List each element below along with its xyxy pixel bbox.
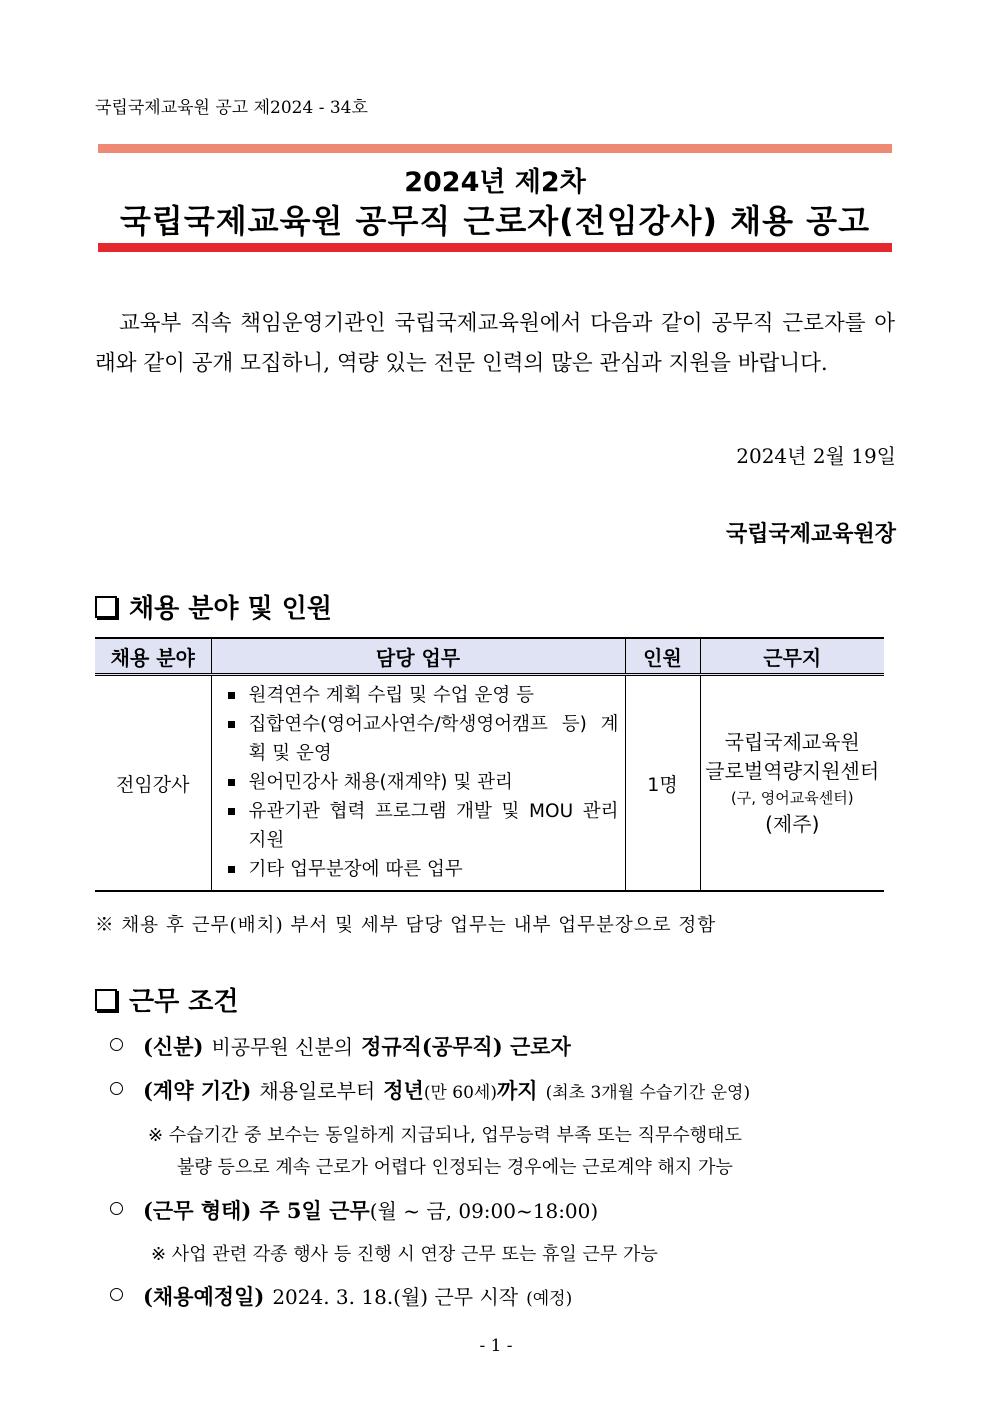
circle-bullet-icon bbox=[110, 1038, 123, 1051]
cell-location bbox=[700, 675, 884, 892]
header-field: 채용 분야 bbox=[95, 638, 211, 675]
condition-contract-period bbox=[110, 1075, 750, 1105]
duty-text: 기타 업무분장에 따른 업무 bbox=[248, 859, 463, 880]
square-bullet-icon bbox=[228, 866, 235, 873]
duty-item bbox=[222, 768, 619, 797]
condition-bold: 까지 bbox=[496, 1078, 538, 1103]
header-count: 인원 bbox=[625, 638, 700, 675]
square-bullet-icon bbox=[228, 808, 235, 815]
duty-item bbox=[222, 710, 619, 768]
notice-date: 2024년 2월 19일 bbox=[736, 444, 896, 468]
cell-duties bbox=[211, 675, 625, 892]
section-heading-recruitment bbox=[95, 588, 332, 625]
duty-item bbox=[222, 855, 619, 884]
circle-bullet-icon bbox=[110, 1202, 123, 1215]
title-line1: 2024년 제2차 bbox=[404, 167, 586, 198]
duty-text: 원어민강사 채용(재계약) 및 관리 bbox=[248, 772, 513, 793]
condition-text: 채용일로부터 bbox=[259, 1079, 376, 1103]
condition-note: (예정) bbox=[526, 1289, 573, 1309]
circle-bullet-icon bbox=[110, 1288, 123, 1301]
location-line4: (제주) bbox=[765, 811, 820, 836]
condition-label: (채용예정일) bbox=[143, 1284, 265, 1309]
condition-label: (근무 형태) bbox=[143, 1198, 252, 1223]
cell-field: 전임강사 bbox=[95, 675, 211, 892]
condition-label: (계약 기간) bbox=[143, 1078, 252, 1103]
page-number: - 1 - bbox=[479, 1336, 513, 1356]
duty-item bbox=[222, 681, 619, 710]
table-header-row bbox=[95, 638, 884, 675]
condition-bold: 정규직(공무직) 근로자 bbox=[361, 1034, 571, 1059]
section-heading-text: 채용 분야 및 인원 bbox=[129, 594, 332, 624]
overtime-note: ※ 사업 관련 각종 행사 등 진행 시 연장 근무 또는 휴일 근무 가능 bbox=[151, 1244, 658, 1265]
condition-text: 비공무원 신분의 bbox=[211, 1035, 354, 1059]
section-heading-conditions bbox=[95, 981, 239, 1018]
condition-label: (신분) bbox=[143, 1034, 204, 1059]
location-line2: 글로벌역량지원센터 bbox=[705, 758, 880, 783]
condition-bold: 주 5일 근무 bbox=[259, 1198, 370, 1223]
duty-item bbox=[222, 797, 619, 855]
square-bullet-icon bbox=[228, 721, 235, 728]
condition-text: 2024. 3. 18.(월) 근무 시작 bbox=[272, 1285, 519, 1309]
recruitment-table bbox=[95, 637, 884, 892]
table-row bbox=[95, 675, 884, 892]
location-line3: (구, 영어교육센터) bbox=[730, 788, 854, 807]
page-title: 국립국제교육원 공무직 근로자(전임강사) 채용 공고 bbox=[120, 202, 870, 240]
checkbox-square-icon bbox=[95, 989, 117, 1011]
condition-age: (만 60세) bbox=[423, 1083, 497, 1103]
condition-probation: (최초 3개월 수습기간 운영) bbox=[545, 1083, 751, 1103]
location-line1: 국립국제교육원 bbox=[724, 729, 860, 754]
duty-text: 유관기관 협력 프로그램 개발 및 MOU 관리 지원 bbox=[248, 801, 619, 851]
condition-work-type bbox=[110, 1195, 598, 1225]
condition-text: (월 ~ 금, 09:00~18:00) bbox=[369, 1199, 599, 1223]
header-duties: 담당 업무 bbox=[211, 638, 625, 675]
probation-note-line1: ※ 수습기간 중 보수는 동일하게 지급되나, 업무능력 부족 또는 직무수행태도 bbox=[148, 1125, 742, 1146]
duty-text: 집합연수(영어교사연수/학생영어캠프 등) 계획 및 운영 bbox=[248, 714, 619, 764]
cell-count: 1명 bbox=[625, 675, 700, 892]
square-bullet-icon bbox=[228, 779, 235, 786]
section-heading-text: 근무 조건 bbox=[129, 987, 239, 1017]
condition-status bbox=[110, 1031, 571, 1061]
checkbox-square-icon bbox=[95, 596, 117, 618]
signer: 국립국제교육원장 bbox=[725, 521, 896, 547]
square-bullet-icon bbox=[228, 692, 235, 699]
title-top-bar bbox=[98, 144, 892, 153]
title-bottom-bar bbox=[98, 243, 892, 252]
probation-note-line2: 불량 등으로 계속 근로가 어렵다 인정되는 경우에는 근로계약 해지 가능 bbox=[177, 1157, 733, 1178]
notice-number: 국립국제교육원 공고 제2024 - 34호 bbox=[95, 98, 368, 118]
header-location: 근무지 bbox=[700, 638, 884, 675]
intro-paragraph: 교육부 직속 책임운영기관인 국립국제교육원에서 다음과 같이 공무직 근로자를 아래와 같이 공개 모집하니, 역량 있는 전문 인력의 많은 관심과 지원을 바랍니다. bbox=[95, 311, 895, 376]
condition-start-date bbox=[110, 1281, 572, 1311]
duty-text: 원격연수 계획 수립 및 수업 운영 등 bbox=[248, 685, 534, 706]
condition-bold: 정년 bbox=[383, 1078, 424, 1103]
circle-bullet-icon bbox=[110, 1082, 123, 1095]
table-note: ※ 채용 후 근무(배치) 부서 및 세부 담당 업무는 내부 업무분장으로 정함 bbox=[95, 915, 717, 936]
probation-note bbox=[148, 1120, 896, 1184]
